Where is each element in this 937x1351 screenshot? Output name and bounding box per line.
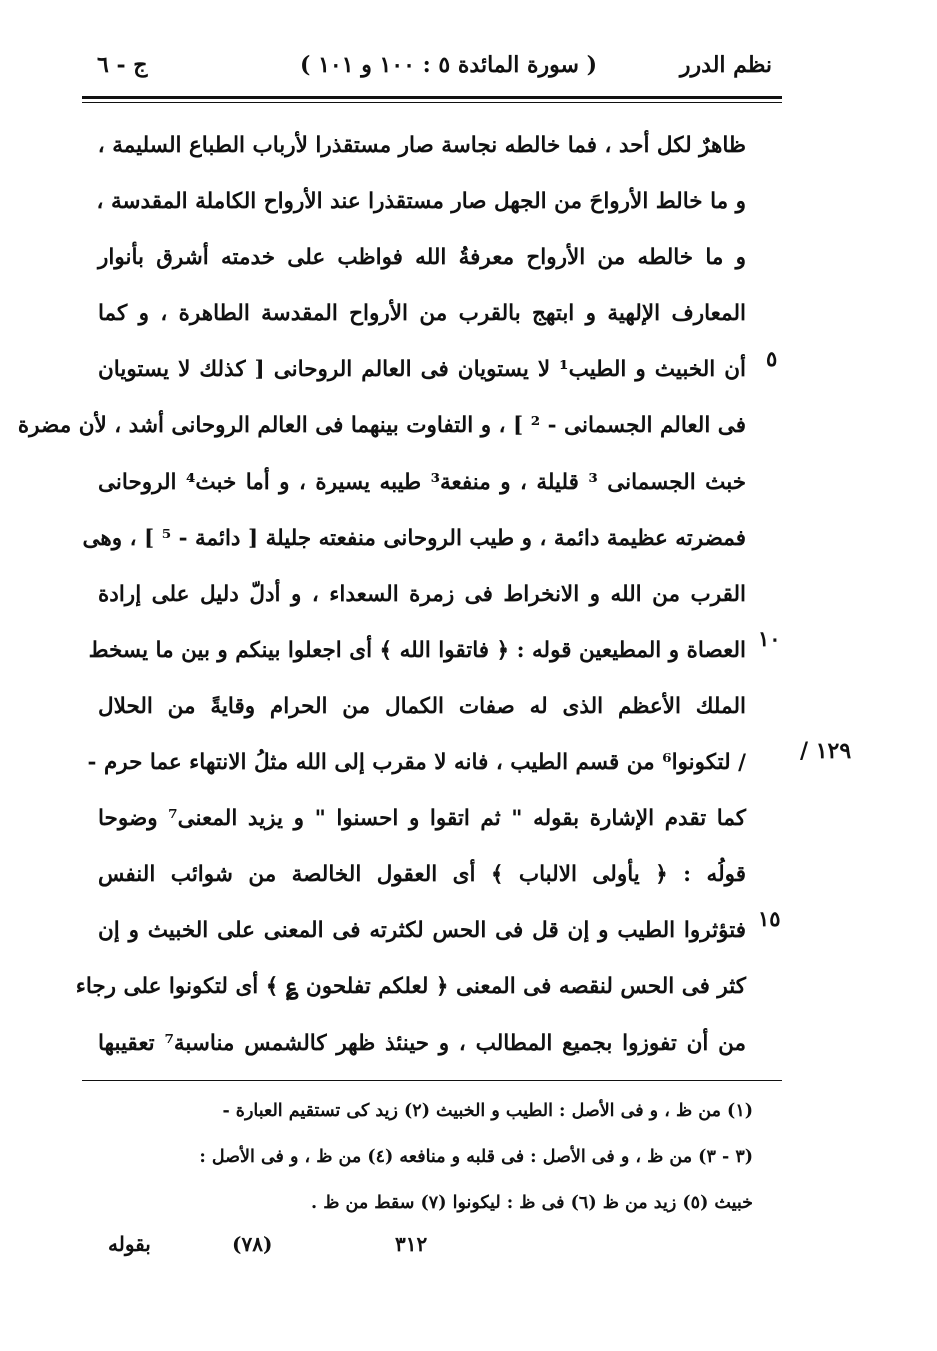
text-line: ظاهرٌ لكل أحد ، فما خالطه نجاسة صار مستقذرا لأرباب الطباع السليمة ، (97, 133, 746, 158)
text-line: قولُه : ﴿ يأولى الالباب ﴾ أى العقول الخالصة من شوائب النفس (98, 862, 746, 888)
header-rule-thin (82, 102, 782, 103)
manuscript-folio-marker: ١٢٩ / (800, 738, 852, 764)
text-line: أن الخبيث و الطيب¹ لا يستويان فى العالم الروحانى [ كذلك لا يستويان (98, 357, 746, 383)
surah-reference: ( سورة المائدة ٥ : ١٠٠ و ١٠١ ) (300, 52, 597, 78)
volume-label: ج - ٦ (97, 52, 148, 78)
catchword: بقوله (108, 1232, 151, 1256)
text-line: القرب من الله و الانخراط فى زمرة السعداء ، و أدلّ دليل على إرادة (98, 581, 746, 607)
text-line: خبث الجسمانى ³ قليلة ، و منفعة³ طيبه يسيرة ، و أما خبث⁴ الروحانى (98, 469, 746, 495)
folio-number: (٧٨) (232, 1232, 273, 1256)
line-number-5: ٥ (766, 346, 778, 371)
footnote-line: خبيث (٥) زيد من ظ (٦) فى ظ : ليكونوا (٧) سقط من ظ . (311, 1193, 753, 1213)
footnote-line: (١) من ظ ، و فى الأصل : الطيب و الخبيث (٢) زيد كى تستقيم العبارة - (222, 1101, 753, 1121)
text-line: من أن تفوزوا بجميع المطالب ، و حينئذ ظهر كالشمس مناسبة⁷ تعقيبها (98, 1030, 747, 1056)
footnote-rule (82, 1080, 782, 1081)
text-line: و ما خالطه من الأرواح معرفةُ الله فواظب على خدمته أشرق بأنوار (98, 245, 746, 271)
text-line: كما تقدم الإشارة بقوله " ثم اتقوا و احسنوا " و يزيد المعنى⁷ وضوحا (98, 806, 746, 832)
text-line: / لتكونوا⁶ من قسم الطيب ، فانه لا مقرب إلى الله مثلُ الانتهاء عما حرم - (87, 750, 746, 776)
text-line: الملك الأعظم الذى له صفات الكمال من الحرام وقايةً من الحلال (98, 693, 746, 719)
text-line: كثر فى الحس لنقصه فى المعنى ﴿ لعلكم تفلحون ؏ ﴾ أى لتكونوا على رجاء (75, 974, 746, 1000)
text-line: فمضرته عظيمة دائمة ، و طيب الروحانى منفعته جليلة [ دائمة - ⁵ ] ، وهى (82, 525, 746, 551)
footnotes (98, 1088, 753, 1226)
text-line: المعارف الإلهية و ابتهج بالقرب من الأرواح المقدسة الطاهرة ، و كما (98, 301, 746, 327)
text-line: و ما خالط الأرواحَ من الجهل صار مستقذرا عند الأرواح الكاملة المقدسة ، (96, 189, 746, 215)
header-rule-thick (82, 96, 782, 99)
line-number-15: ١٥ (758, 906, 781, 931)
text-line: فتؤثروا الطيب و إن قل فى الحس لكثرته فى المعنى على الخبيث و إن (98, 918, 746, 944)
text-line: فى العالم الجسمانى - ² ] ، و التفاوت بينهما فى العالم الروحانى أشد ، لأن مضرة (17, 413, 746, 439)
text-line: العصاة و المطيعين قوله : ﴿ فاتقوا الله ﴾ أى اجعلوا بينكم و بين ما يسخط (88, 637, 746, 663)
line-number-10: ١٠ (758, 626, 781, 651)
main-text (17, 118, 747, 1072)
running-title: نظم الدرر (679, 52, 772, 78)
footnote-line: (٣ - ٣) من ظ ، و فى الأصل : فى قلبه و منافعه (٤) من ظ ، و فى الأصل : (199, 1147, 753, 1167)
page-number: ٣١٢ (395, 1232, 428, 1256)
